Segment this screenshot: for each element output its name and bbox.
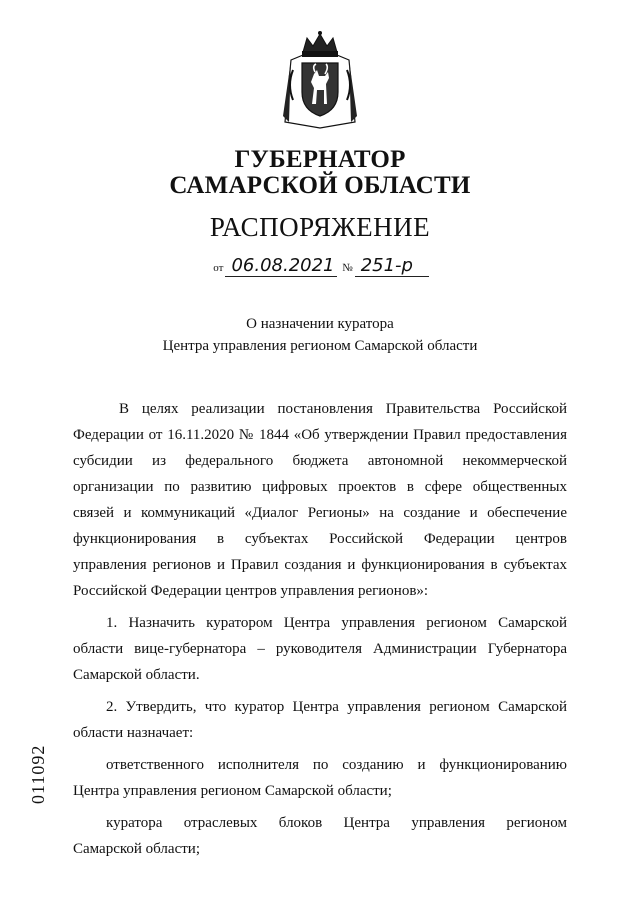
- paragraph-line: области назначает:: [73, 725, 194, 741]
- paragraph-line: области вице-губернатора – руководителя Администрации Губернатора: [73, 641, 567, 657]
- paragraph-line: связей и коммуникаций «Диалог Регионы» на создание и обеспечение: [73, 505, 567, 521]
- paragraph-line: 1. Назначить куратором Центра управления регионом Самарской: [106, 615, 567, 631]
- date-value: 06.08.2021: [225, 256, 337, 277]
- paragraph-line: Федерации от 16.11.2020 № 1844 «Об утверждении Правил предоставления: [73, 427, 567, 443]
- date-from-label: от: [213, 262, 224, 274]
- paragraph-line: Центра управления регионом Самарской области;: [73, 783, 392, 799]
- paragraph-line: субсидии из федерального бюджета автономной некоммерческой: [73, 453, 567, 469]
- date-number-line: [0, 256, 640, 277]
- paragraph-line: управления регионов и Правил создания и функционирования в субъектах: [73, 557, 567, 573]
- paragraph-line: 2. Утвердить, что куратор Центра управления регионом Самарской: [106, 699, 567, 715]
- paragraph-line: куратора отраслевых блоков Центра управления регионом: [106, 815, 567, 831]
- paragraph-line: Российской Федерации центров управления регионов»:: [73, 583, 429, 599]
- subject-line: Центра управления регионом Самарской области: [162, 338, 478, 354]
- paragraph-line: функционирования в субъектах Российской Федерации центров: [73, 531, 567, 547]
- paragraph-line: Самарской области.: [73, 667, 200, 683]
- number-label: №: [342, 262, 353, 274]
- paragraph-line: ответственного исполнителя по созданию и функционированию: [106, 757, 567, 773]
- number-value: 251-р: [355, 256, 429, 277]
- title-region: САМАРСКОЙ ОБЛАСТИ: [169, 172, 471, 199]
- samara-coat-of-arms-icon: [279, 30, 361, 130]
- title-governor: ГУБЕРНАТОР: [234, 146, 406, 173]
- document-type: РАСПОРЯЖЕНИЕ: [209, 212, 431, 242]
- document-subject: [0, 313, 640, 357]
- paragraph-line: Самарской области;: [73, 841, 200, 857]
- paragraph-line: организации по развитию цифровых проектов в сфере общественных: [73, 479, 567, 495]
- paragraph-line: В целях реализации постановления Правительства Российской: [119, 401, 567, 417]
- side-serial-number: 011092: [28, 744, 48, 804]
- subject-line: О назначении куратора: [246, 316, 394, 332]
- document-body: [73, 396, 567, 862]
